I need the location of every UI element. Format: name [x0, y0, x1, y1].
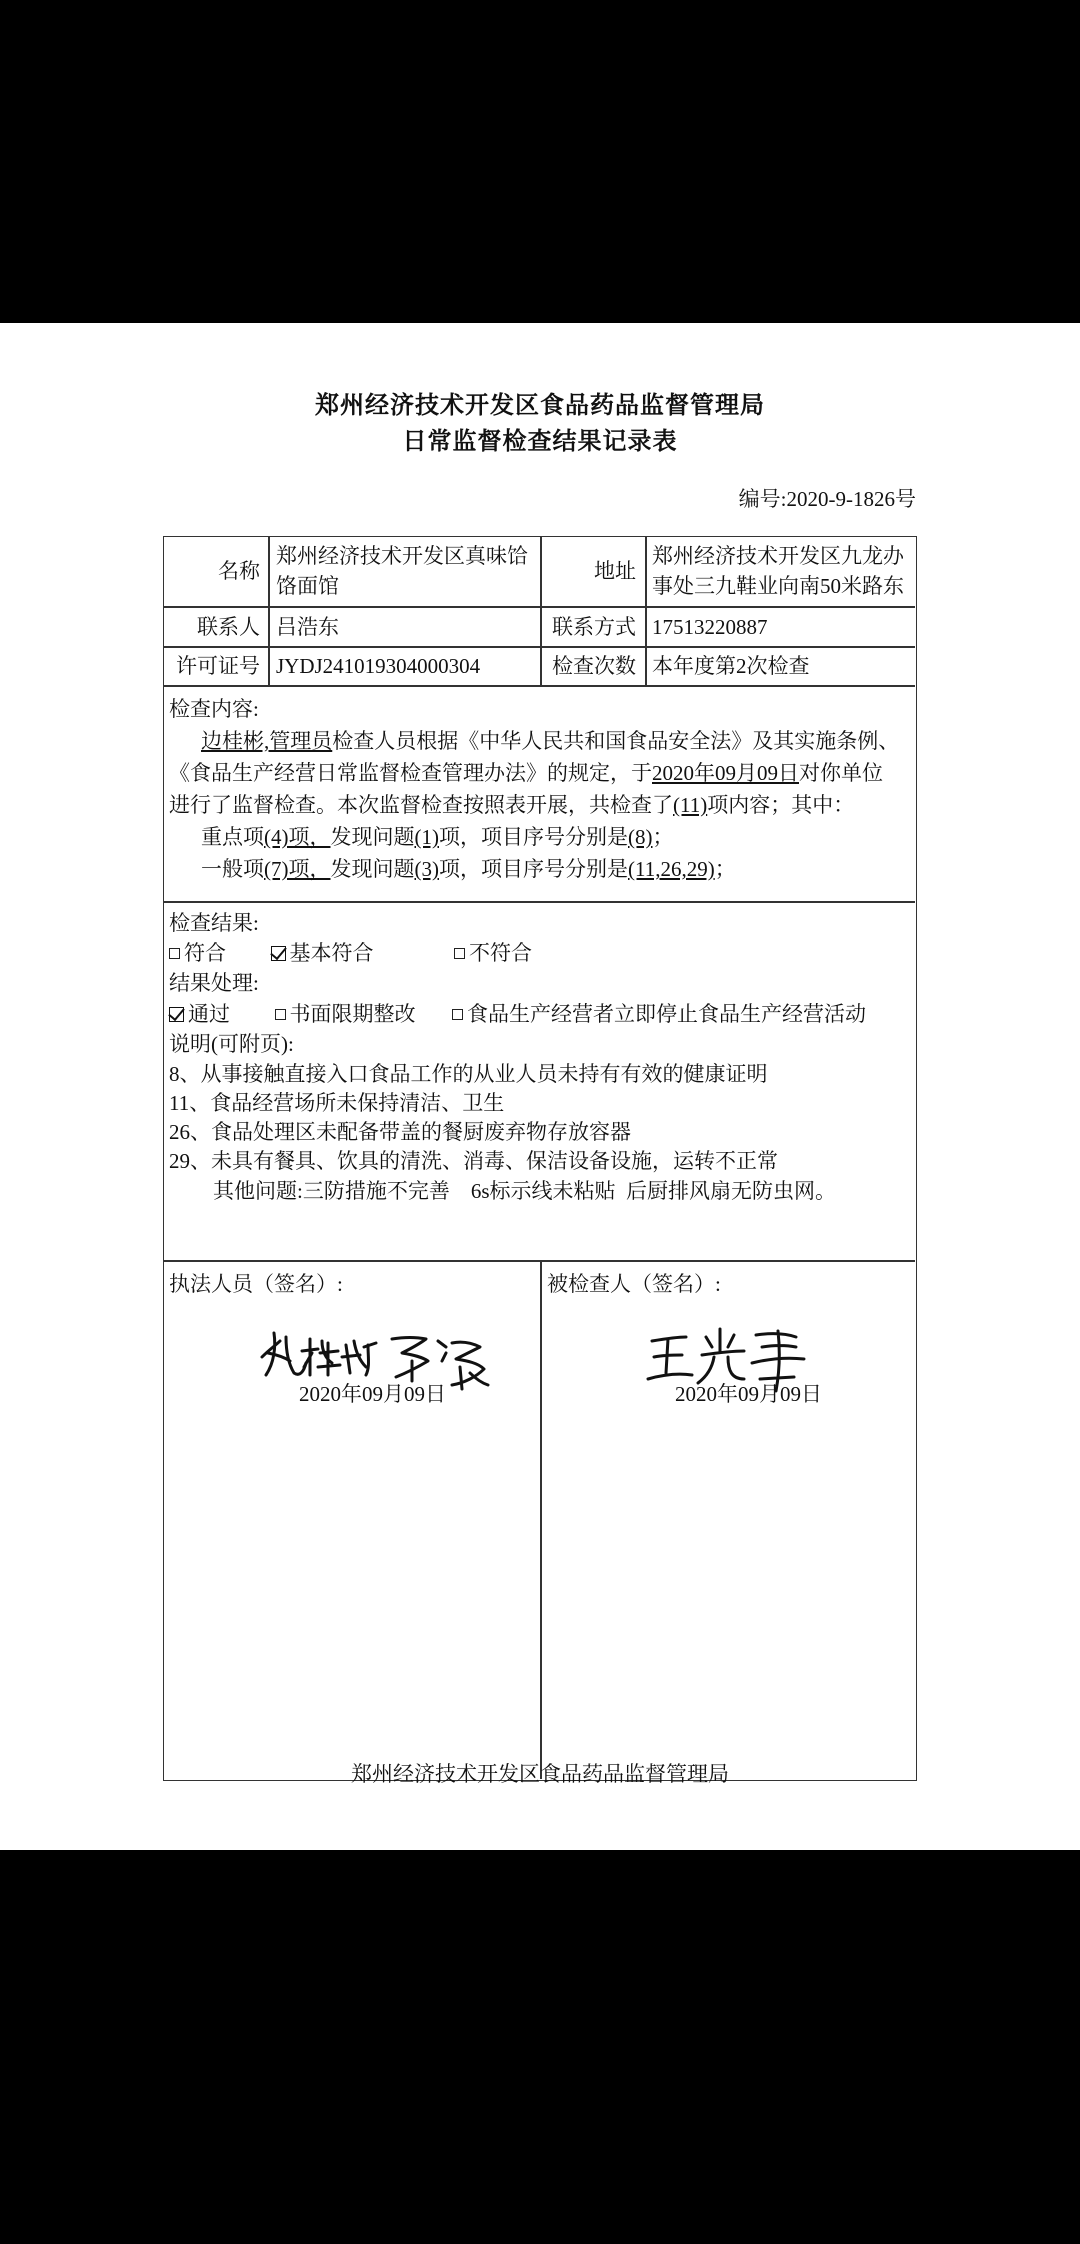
content-text: ；: [652, 825, 674, 849]
general-item-ids: (11,26,29): [628, 857, 715, 881]
row-divider: [164, 685, 915, 687]
handling-heading: 结果处理:: [169, 971, 259, 995]
document-subtitle: 日常监督检查结果记录表: [402, 429, 678, 455]
checkbox-empty-icon: [275, 1009, 286, 1020]
handle-rectify[interactable]: [275, 1002, 416, 1026]
license-label: 许可证号: [176, 654, 260, 678]
other-issues: 其他问题:三防措施不完善 6s标示线未粘贴 后厨排风扇无防虫网。: [213, 1179, 837, 1203]
signature-divider: [540, 1260, 542, 1779]
option-label: 不符合: [469, 941, 532, 965]
inspection-count-value: 本年度第2次检查: [652, 654, 810, 678]
name-value-line1: 郑州经济技术开发区真味饸: [276, 544, 528, 568]
name-label: 名称: [218, 559, 260, 583]
phone-label: 联系方式: [552, 615, 636, 639]
address-label: 地址: [594, 559, 636, 583]
note-item: 29、未具有餐具、饮具的清洗、消毒、保洁设备设施，运转不正常: [169, 1149, 778, 1173]
general-items-line: [201, 853, 736, 885]
general-problems-count: (3): [414, 857, 439, 881]
phone-value: 17513220887: [652, 615, 768, 639]
content-text: 发现问题: [330, 857, 415, 881]
content-text: 发现问题: [330, 825, 415, 849]
content-text: 一般项: [201, 857, 264, 881]
option-label: 书面限期整改: [289, 1002, 416, 1026]
content-text: 项内容；其中：: [707, 793, 855, 817]
key-items-line: [201, 821, 674, 853]
option-conform[interactable]: [169, 941, 226, 965]
name-value-line2: 饹面馆: [276, 574, 339, 598]
inspector-names: 边桂彬,管理员: [201, 729, 333, 753]
address-value-line1: 郑州经济技术开发区九龙办: [652, 544, 904, 568]
option-nonconform[interactable]: [454, 941, 532, 965]
checkbox-empty-icon: [452, 1009, 463, 1020]
inspection-date: 2020年09月09日: [652, 761, 799, 785]
document-number: 编号:2020-9-1826号: [738, 487, 916, 511]
column-divider: [268, 537, 270, 685]
contact-value: 吕浩东: [276, 615, 339, 639]
inspection-count-label: 检查次数: [552, 654, 636, 678]
key-items-count: (4)项，: [264, 825, 331, 849]
option-basic-conform[interactable]: [271, 941, 374, 965]
content-text: 进行了监督检查。本次监督检查按照表开展，共检查了: [169, 793, 673, 817]
option-label: 通过: [188, 1002, 230, 1026]
option-label: 基本符合: [289, 941, 374, 965]
key-problems-count: (1): [414, 825, 439, 849]
checkbox-checked-icon: [169, 1007, 184, 1022]
inspection-form: [163, 536, 917, 1781]
content-paragraph-line1: [201, 725, 899, 757]
note-item: 26、食品处理区未配备带盖的餐厨废弃物存放容器: [169, 1120, 631, 1144]
general-items-count: (7)项，: [264, 857, 331, 881]
content-text: 重点项: [201, 825, 264, 849]
contact-label: 联系人: [197, 615, 260, 639]
checkbox-empty-icon: [454, 948, 465, 959]
content-paragraph-line3: [169, 789, 854, 821]
column-divider: [645, 537, 647, 685]
key-item-ids: (8): [628, 825, 653, 849]
content-text: 检查人员根据《中华人民共和国食品安全法》及其实施条例、: [332, 729, 900, 753]
option-label: 符合: [184, 941, 226, 965]
note-item: 8、从事接触直接入口食品工作的从业人员未持有有效的健康证明: [169, 1062, 768, 1086]
total-items: (11): [673, 793, 708, 817]
content-text: 《食品生产经营日常监督检查管理办法》的规定，于: [169, 761, 652, 785]
checkbox-checked-icon: [271, 946, 286, 961]
content-paragraph-line2: [169, 757, 883, 789]
handle-stop[interactable]: [452, 1002, 866, 1026]
inspected-signature-date: 2020年09月09日: [675, 1382, 822, 1406]
notes-heading: 说明(可附页):: [169, 1032, 294, 1056]
handling-options: [169, 998, 866, 1030]
footer-organization: 郑州经济技术开发区食品药品监督管理局: [351, 1762, 729, 1786]
handle-pass[interactable]: [169, 1002, 230, 1026]
address-value-line2: 事处三九鞋业向南50米路东: [652, 574, 904, 598]
result-options: [169, 937, 532, 969]
checkbox-empty-icon: [169, 948, 180, 959]
content-text: 项，项目序号分别是: [439, 857, 628, 881]
content-text: 项，项目序号分别是: [439, 825, 628, 849]
content-text: ；: [714, 857, 736, 881]
section-divider: [164, 901, 915, 903]
officer-signature-date: 2020年09月09日: [299, 1382, 446, 1406]
result-heading: 检查结果:: [169, 911, 259, 935]
officer-signature-label: 执法人员（签名）:: [169, 1272, 343, 1296]
document-title: 郑州经济技术开发区食品药品监督管理局: [315, 393, 765, 419]
inspected-signature-label: 被检查人（签名）:: [547, 1272, 721, 1296]
note-item: 11、食品经营场所未保持清洁、卫生: [169, 1091, 505, 1115]
content-heading: 检查内容:: [169, 697, 259, 721]
option-label: 食品生产经营者立即停止食品生产经营活动: [467, 1002, 866, 1026]
document-page: [0, 323, 1080, 1850]
license-value: JYDJ241019304000304: [276, 654, 481, 678]
content-text: 对你单位: [799, 761, 883, 785]
